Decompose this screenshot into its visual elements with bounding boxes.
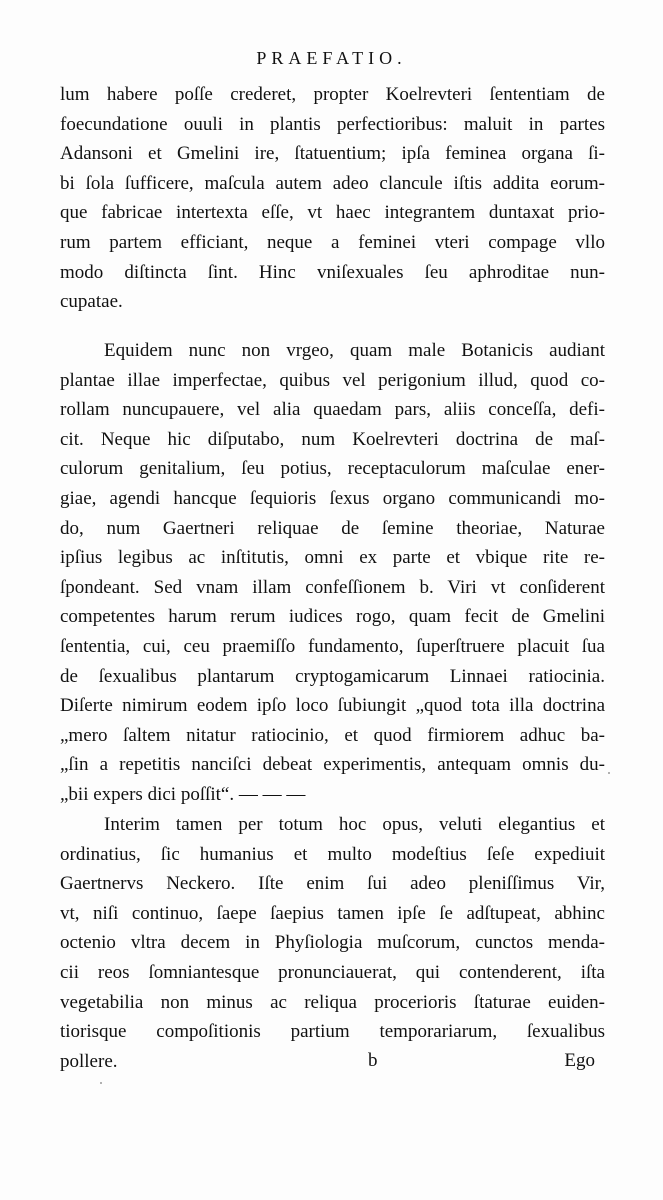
text-line: culorum genitalium, ſeu potius, receptaculorum maſculae ener- bbox=[60, 458, 605, 480]
text-line: do, num Gaertneri reliquae de ſemine theoriae, Naturae bbox=[60, 517, 605, 539]
catchword: Ego bbox=[564, 1050, 595, 1071]
text-line: tiorisque compoſitionis partium temporariarum, ſexualibus bbox=[60, 1021, 605, 1043]
text-line: ſpondeant. Sed vnam illam confeſſionem b. Viri vt conſiderent bbox=[60, 576, 605, 598]
text-line: Interim tamen per totum hoc opus, veluti elegantius et bbox=[104, 814, 605, 835]
text-line: ſententia, cui, ceu praemiſſo fundamento, ſuperſtruere placuit ſua bbox=[60, 635, 605, 657]
signature-mark: b bbox=[368, 1050, 378, 1071]
text-line: plantae illae imperfectae, quibus vel perigonium illud, quod co- bbox=[60, 369, 605, 391]
text-line: cupatae. bbox=[60, 291, 123, 313]
text-line: de ſexualibus plantarum cryptogamicarum Linnaei ratiocinia. bbox=[60, 665, 605, 687]
text-line: Adansoni et Gmelini ire, ſtatuentium; ipſa feminea organa ſi- bbox=[60, 143, 605, 165]
text-line: Diſerte nimirum eodem ipſo loco ſubiungit „quod tota illa doctrina bbox=[60, 695, 605, 717]
text-line: lum habere poſſe crederet, propter Koelrevteri ſententiam de bbox=[60, 84, 605, 105]
paper-speck bbox=[608, 772, 610, 774]
text-line: que fabricae intertexta eſſe, vt haec integrantem duntaxat prio- bbox=[60, 202, 605, 224]
text-line: giae, agendi hancque ſequioris ſexus organo communicandi mo- bbox=[60, 487, 605, 509]
paper-speck bbox=[100, 1082, 102, 1084]
text-line: Gaertnervs Neckero. Iſte enim ſui adeo pleniſſimus Vir, bbox=[60, 873, 605, 895]
text-line: bi ſola ſufficere, maſcula autem adeo clancule iſtis addita eorum- bbox=[60, 172, 605, 194]
page-footer bbox=[60, 1050, 605, 1082]
text-line: ipſius legibus ac inſtitutis, omni ex parte et vbique rite re- bbox=[60, 547, 605, 569]
text-line: rollam nuncupauere, vel alia quaedam pars, aliis conceſſa, defi- bbox=[60, 399, 605, 421]
running-header: PRAEFATIO. bbox=[256, 48, 407, 68]
text-line: pollere. bbox=[60, 1050, 118, 1072]
paragraph-3 bbox=[60, 810, 605, 1076]
text-line: vegetabilia non minus ac reliqua procerioris ſtaturae euiden- bbox=[60, 991, 605, 1013]
text-line: cit. Neque hic diſputabo, num Koelrevteri doctrina de maſ- bbox=[60, 428, 605, 450]
text-line: rum partem efficiant, neque a feminei vteri compage vllo bbox=[60, 231, 605, 253]
paragraph-2 bbox=[60, 336, 605, 810]
paragraph-1 bbox=[60, 80, 605, 317]
text-line: ordinatius, ſic humanius et multo modeſtius ſeſe expediuit bbox=[60, 843, 605, 865]
text-line: competentes harum rerum iudices rogo, quam fecit de Gmelini bbox=[60, 606, 605, 628]
text-line: Equidem nunc non vrgeo, quam male Botanicis audiant bbox=[104, 340, 605, 361]
text-line: cii reos ſomniantesque pronunciauerat, qui contenderent, iſta bbox=[60, 961, 605, 983]
text-line: octenio vltra decem in Phyſiologia muſcorum, cunctos menda- bbox=[60, 932, 605, 954]
text-line: modo diſtincta ſint. Hinc vniſexuales ſeu aphroditae nun- bbox=[60, 261, 605, 283]
text-line: „mero ſaltem nitatur ratiocinio, et quod firmiorem adhuc ba- bbox=[60, 724, 605, 746]
text-line: „bii expers dici poſſit“. — — — bbox=[60, 783, 306, 805]
text-line: „ſin a repetitis nanciſci debeat experimentis, antequam omnis du- bbox=[60, 754, 605, 776]
text-line: foecundatione ouuli in plantis perfectioribus: maluit in partes bbox=[60, 113, 605, 135]
text-line: vt, niſi continuo, ſaepe ſaepius tamen ipſe ſe adſtupeat, abhinc bbox=[60, 902, 605, 924]
